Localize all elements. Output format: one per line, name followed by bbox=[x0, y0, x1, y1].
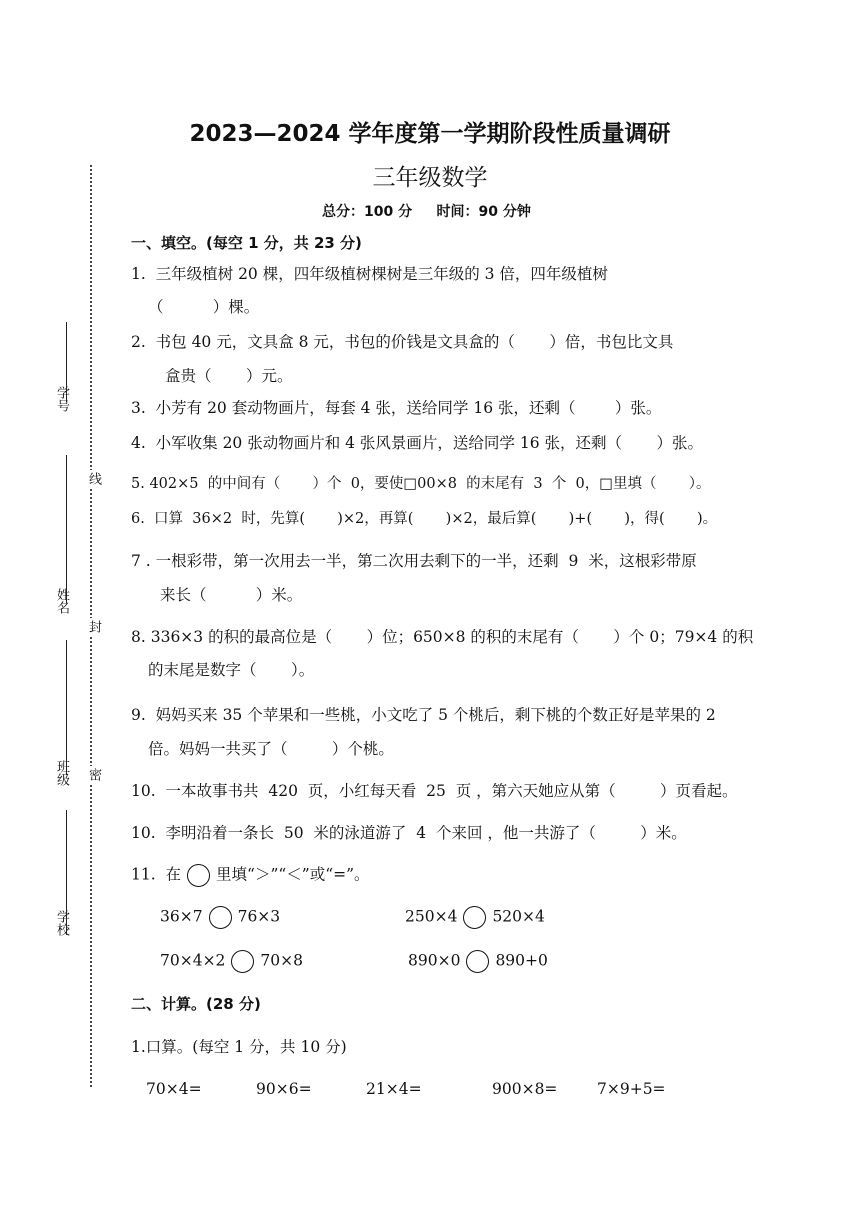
compare-item-3 bbox=[160, 950, 303, 973]
binding-mark-seal: 封 bbox=[86, 620, 101, 633]
question-10a: 10. 一本故事书共 420 页，小红每天看 25 页 ，第六天她应从第（ ）页看起。 bbox=[131, 782, 738, 800]
page-subtitle: 三年级数学 bbox=[372, 165, 488, 191]
compare-circle-input[interactable] bbox=[463, 906, 486, 929]
section-2-sub: 1.口算。(每空 1 分，共 10 分) bbox=[131, 1038, 347, 1056]
calc-item: 900×8= bbox=[492, 1080, 558, 1098]
compare-right: 890+0 bbox=[495, 951, 548, 970]
compare-left: 250×4 bbox=[405, 907, 458, 926]
question-2-line-2: 盒贵（ ）元。 bbox=[165, 367, 293, 385]
question-11-suffix: 里填“＞”“＜”或“=”。 bbox=[216, 865, 370, 884]
page-title: 2023—2024 学年度第一学期阶段性质量调研 bbox=[189, 121, 671, 147]
question-1-line-2: （ ）棵。 bbox=[148, 298, 260, 316]
question-3: 3. 小芳有 20 套动物画片，每套 4 张，送给同学 16 张，还剩（ ）张。 bbox=[131, 399, 662, 417]
compare-left: 70×4×2 bbox=[160, 951, 226, 970]
section-2-heading: 二、计算。(28 分) bbox=[131, 995, 261, 1013]
question-7-line-2: 来长（ ）米。 bbox=[160, 586, 303, 604]
binding-mark-secret: 密 bbox=[86, 768, 101, 781]
field-class: 班级 bbox=[54, 760, 69, 786]
question-11-prefix: 11. 在 bbox=[131, 865, 182, 884]
field-class-line bbox=[66, 640, 67, 775]
field-student-id-line bbox=[66, 322, 67, 402]
question-2-line-1: 2. 书包 40 元，文具盒 8 元，书包的价钱是文具盒的（ ）倍，书包比文具 bbox=[131, 333, 674, 351]
compare-left: 890×0 bbox=[408, 951, 461, 970]
compare-right: 76×3 bbox=[237, 907, 281, 926]
compare-right: 520×4 bbox=[492, 907, 545, 926]
field-name: 姓名 bbox=[54, 588, 69, 614]
blank-circle-icon bbox=[187, 864, 210, 887]
question-9-line-1: 9. 妈妈买来 35 个苹果和一些桃，小文吃了 5 个桃后，剩下桃的个数正好是苹果的 2 bbox=[131, 706, 716, 724]
field-school-line bbox=[66, 810, 67, 935]
question-1-line-1: 1. 三年级植树 20 棵，四年级植树棵树是三年级的 3 倍，四年级植树 bbox=[131, 265, 608, 283]
question-8-line-1: 8. 336×3 的积的最高位是（ ）位；650×8 的积的末尾有（ ）个 0；79×4 的积 bbox=[131, 628, 754, 646]
question-11 bbox=[131, 864, 370, 887]
field-student-id: 学号 bbox=[54, 386, 69, 412]
section-1-heading: 一、填空。(每空 1 分，共 23 分) bbox=[131, 234, 362, 252]
compare-left: 36×7 bbox=[160, 907, 203, 926]
calc-item: 21×4= bbox=[366, 1080, 422, 1098]
exam-meta: 总分：100 分 时间：90 分钟 bbox=[322, 204, 531, 220]
field-school: 学校 bbox=[54, 910, 69, 936]
calc-item: 90×6= bbox=[256, 1080, 312, 1098]
compare-item-1 bbox=[160, 906, 280, 929]
compare-circle-input[interactable] bbox=[231, 950, 254, 973]
compare-right: 70×8 bbox=[260, 951, 303, 970]
question-4: 4. 小军收集 20 张动物画片和 4 张风景画片，送给同学 16 张，还剩（ ）张。 bbox=[131, 434, 704, 452]
calc-item: 70×4= bbox=[146, 1080, 202, 1098]
question-6: 6. 口算 36×2 时，先算( )×2，再算( )×2，最后算( )+( )，得( )。 bbox=[131, 511, 718, 527]
compare-circle-input[interactable] bbox=[209, 906, 232, 929]
compare-circle-input[interactable] bbox=[466, 950, 489, 973]
question-10b: 10. 李明沿着一条长 50 米的泳道游了 4 个来回 ，他一共游了（ ）米。 bbox=[131, 824, 687, 842]
compare-item-4 bbox=[408, 950, 548, 973]
question-8-line-2: 的末尾是数字（ ）。 bbox=[148, 661, 315, 679]
compare-item-2 bbox=[405, 906, 545, 929]
question-5: 5. 402×5 的中间有（ ）个 0，要使□00×8 的末尾有 3 个 0，□里填（ ）。 bbox=[131, 476, 711, 492]
question-7-line-1: 7 . 一根彩带，第一次用去一半，第二次用去剩下的一半，还剩 9 米，这根彩带原 bbox=[131, 552, 697, 570]
binding-mark-line: 线 bbox=[86, 472, 101, 485]
question-9-line-2: 倍。妈妈一共买了（ ）个桃。 bbox=[148, 740, 394, 758]
calc-item: 7×9+5= bbox=[597, 1080, 666, 1098]
field-name-line bbox=[66, 455, 67, 603]
